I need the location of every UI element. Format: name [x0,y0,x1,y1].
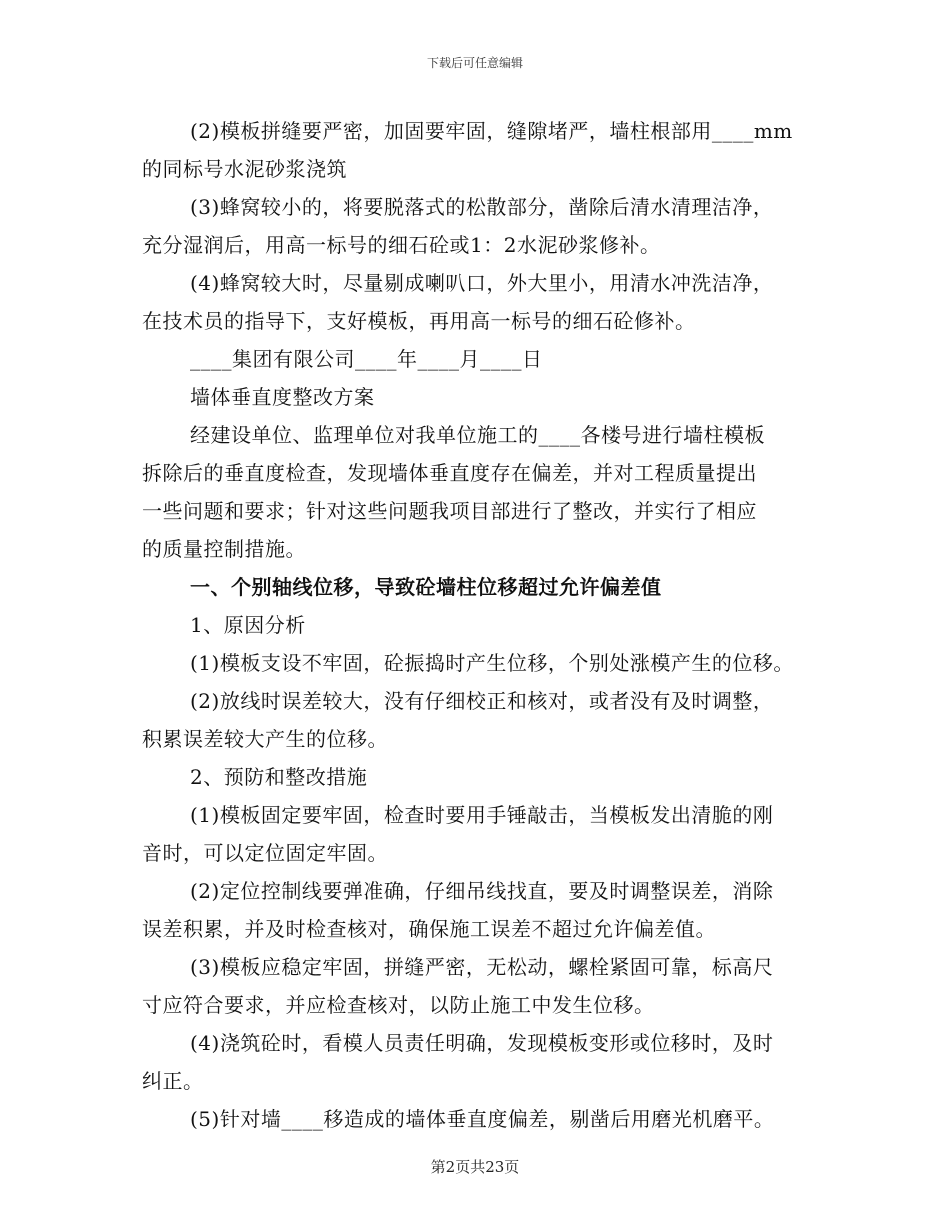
page-footer: 第2页共23页 [430,1158,520,1176]
paragraph-line: 纠正。 [142,1069,204,1093]
paragraph-line: (2)模板拼缝要严密，加固要牢固，缝隙堵严，墙柱根部用____mm [190,119,793,143]
page-header: 下载后可任意编辑 [426,56,523,70]
paragraph-line: (5)针对墙____移造成的墙体垂直度偏差，剔凿后用磨光机磨平。 [190,1107,775,1131]
paragraph-line: (4)浇筑砼时，看模人员责任明确，发现模板变形或位移时，及时 [190,1031,774,1055]
signature-line: ____集团有限公司____年____月____日 [190,347,543,371]
paragraph-line: (2)定位控制线要弹准确，仔细吊线找直，要及时调整误差，消除 [190,879,774,903]
paragraph-line: (1)模板固定要牢固，检查时要用手锤敲击，当模板发出清脆的刚 [190,803,774,827]
paragraph-line: (1)模板支设不牢固，砼振捣时产生位移，个别处涨模产生的位移。 [190,651,794,675]
paragraph-line: (3)蜂窝较小的，将要脱落式的松散部分，凿除后清水清理洁净， [190,195,774,219]
paragraph-line: (3)模板应稳定牢固，拼缝严密，无松动，螺栓紧固可靠，标高尺 [190,955,774,979]
subheading: 1、原因分析 [190,613,306,637]
paragraph-line: 经建设单位、监理单位对我单位施工的____各楼号进行墙柱模板 [190,423,765,447]
paragraph-line: 的质量控制措施。 [142,537,306,561]
paragraph-line: 在技术员的指导下，支好模板，再用高一标号的细石砼修补。 [142,309,696,333]
paragraph-line: 拆除后的垂直度检查，发现墙体垂直度存在偏差，并对工程质量提出 [142,461,757,485]
document-body [142,112,822,1138]
heading: 一、个别轴线位移，导致砼墙柱位移超过允许偏差值 [190,575,662,599]
paragraph-line: 积累误差较大产生的位移。 [142,727,388,751]
paragraph-line: 一些问题和要求；针对这些问题我项目部进行了整改，并实行了相应 [142,499,757,523]
paragraph-line: 充分湿润后，用高一标号的细石砼或1：2水泥砂浆修补。 [142,233,661,257]
subheading: 2、预防和整改措施 [190,765,368,789]
paragraph-line: 音时，可以定位固定牢固。 [142,841,388,865]
section-title: 墙体垂直度整改方案 [190,385,375,409]
paragraph-line: (4)蜂窝较大时，尽量剔成喇叭口，外大里小，用清水冲洗洁净， [190,271,774,295]
paragraph-line: 的同标号水泥砂浆浇筑 [142,157,347,181]
paragraph-line: 误差积累，并及时检查核对，确保施工误差不超过允许偏差值。 [142,917,716,941]
paragraph-line: 寸应符合要求，并应检查核对，以防止施工中发生位移。 [142,993,655,1017]
paragraph-line: (2)放线时误差较大，没有仔细校正和核对，或者没有及时调整， [190,689,774,713]
